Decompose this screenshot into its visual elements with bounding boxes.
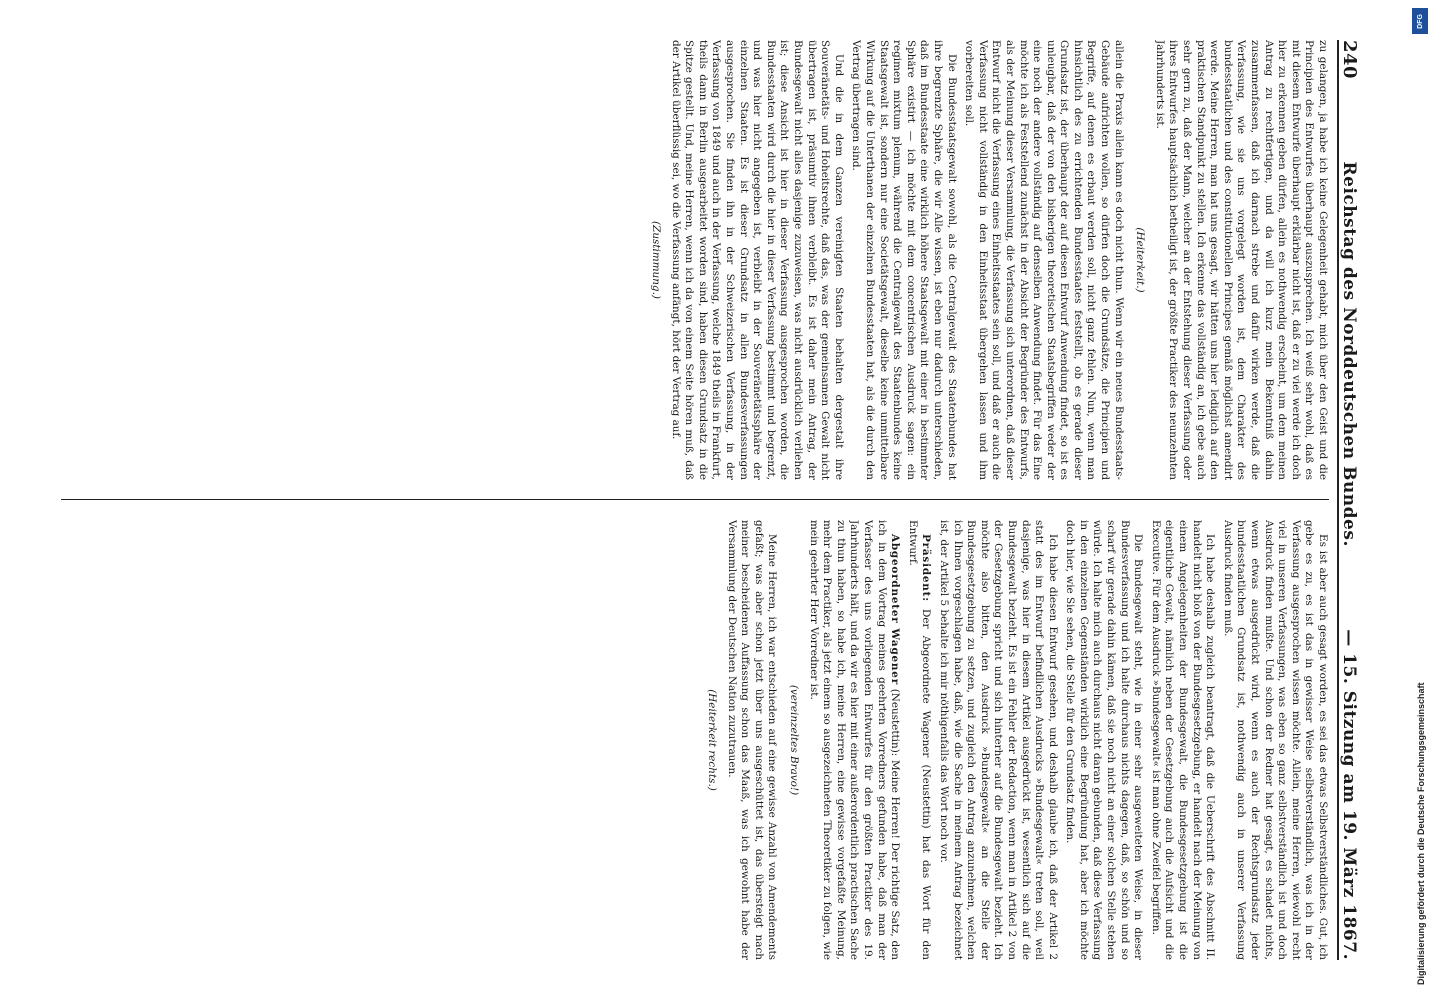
- paragraph: allein die Praxis allein kann es doch nicht thun. Wenn wir ein neues Bundesstaats-Gebäude aufrichten wollen, so dürfen doch die Grundsätze, die Principien und Begriffe, auf denen es erbaut werden soll, nicht ganz fehlen. Nun, wenn man hinsichtlich des zu errichtenden Bundesstaates feststellt, ob es gerade dieser Grundsatz ist, der überhaupt der auf diesen Entwurf Anwendung findet, so ist es unleugbar, daß der von den bisherigen theoretischen Staatsbegriffen weder der eine noch der andere vollständig auf denselben Anwendung findet. Für das Eine möchte ich als Feststellend zunächst in der Absicht der Begründer des Entwurfs, als der Meinung dieser Versammlung, die Verfassung sich unterordnen, daß dieser Entwurf nicht die Verfassung eines Einheitsstaates sein soll, und daß er auch die Verfassung nicht vollständig in den Einheitsstaat übergehen lassen und ihm vorbereiten soll.: [963, 40, 1125, 480]
- digitization-credit: Digitalisierung gefördert durch die Deutsche Forschungsgemeinschaft: [1416, 682, 1426, 985]
- page-number: 240: [1339, 40, 1360, 80]
- paragraph: zu gelangen, ja habe ich keine Gelegenheit gehabt, mich über den Geist und die Principien des Entwurfes überhaupt auszusprechen. Ich weiß sehr wohl, daß es mit diesem Entwurfe überhaupt erklärbar nicht ist, daß er zu viel werde ich doch hier zu erkennen geben dürfen, allein es nothwendig erscheint, um dem meinen Antrag zu rechtfertigen, und da will ich kurz mein Bekenntniß dahin zusammenfassen, daß ich darnach strebe und dafür wirken werde, daß die Verfassung, wie sie uns vorgelegt worden ist, dem Charakter des bundesstaatlichen und des constitutionellen Principes gemäß möglichst amendirt werde. Meine Herren, man hat uns gesagt, wir hätten uns hier lediglich auf den praktischen Standpunkt zu stellen. Ich erkenne das vollständig an, ich gebe auch sehr gern zu, daß der Mann, welcher an der Entstehung dieser Verfassung oder ihres Entwurfes hauptsächlich betheiligt ist, der größte Practiker des neunzehnten Jahrhunderts ist.: [1153, 40, 1329, 480]
- paragraph: Die Bundesgewalt steht, wie in einer sehr ausgeweiteten Weise, in dieser Bundesverfassung und ich halte durchaus nichts dagegen, daß, so schön und so scharf wir gerade dahin kämen, daß sie noch nicht an einer solchen Stelle stehen würde. Ich halte mich auch durchaus nicht daran gebunden, daß diese Verfassung in den einzelnen Gegenständen wirklich eine Begründung hat, aber ich möchte doch hier, wie Sie sehen, die Stelle für den Grundsatz finden.: [1064, 520, 1145, 960]
- stage-direction: (Heiterkeit rechts.): [706, 689, 719, 791]
- paragraph: Die Bundesstaatsgewalt sowohl, als die Centralgewalt des Staatenbundes hat ihre begrenzte Sphäre, die wir Alle wissen, ist eben nur dadurch unterschieden, daß im Bundesstaate eine wirklich höhere Staatsgewalt mit einer in bestimmter Sphäre existirt — ich möchte mit dem concentrischen Ausdruck sagen: ein regimen mixtum plenum, während die Centralgewalt des Staatenbundes keine Staatsgewalt ist, sondern nur eine Societätsgewalt, dieselbe keine unmittelbare Wirkung auf die Unterthanen der einzelnen Bundesstaaten hat, als die durch den Vertrag übertragen sind.: [850, 40, 958, 480]
- right-column: [61, 520, 1329, 960]
- stage-direction: (vereinzeltes Bravo!): [788, 684, 801, 796]
- header-right-title: — 15. Sitzung am 19. März 1867.: [1339, 629, 1359, 960]
- page-header: [1337, 40, 1373, 960]
- paragraph-text: (Neustettin): Meine Herren! Der richtige Satz, den ich in dem Vortrag meines geehrten Vorredners gefunden habe, daß man der Verfasser des uns vorliegenden Entwurfes für den größten Practiker des 19. Jahrhunderts hält, und da wir es hier mit einer außerordentlich practischen Sache zu thun haben, so habe ich, meine Herren, eine gewisse vorgefaßte Meinung, mehr dem Practiker, als jetzt einem so ausgezeichneten Theoretiker zu folgen, wie mein geehrter Herr Vorredner ist.: [807, 520, 902, 960]
- speaker-paragraph: [905, 520, 932, 960]
- paragraph: Und die in dem Ganzen vereinigten Staaten behalten dergestalt ihre Souveränetäts- und Hoheitsrechte, daß das, was der gemeinsamen Gewalt nicht übertragen ist, präsumtiv ihnen verbleibt. Es ist daher mein Antrag, der Bundesgewalt nicht alles dasjenige zuzuweisen, was nicht ausdrücklich verliehen ist; diese Ansicht ist hier in dieser Verfassung ausgesprochen worden, die Bundesstaaten wird durch die hier in dieser Verfassung bestimmt und begrenzt, und was hier nicht angegeben ist, verbleibt in der Souveränetätssphäre der einzelnen Staaten. Es ist dieser Grundsatz in allen Bundesverfassungen ausgesprochen. Sie finden ihn in der Schweizerischen Verfassung, in der Verfassung von 1849 und auch in der Verfassung, welche 1849 theils in Frankfurt, theils dann in Berlin ausgearbeitet worden sind, haben diesen Grundsatz in die Spitze gestellt. Und, meine Herren, wenn ich da von einem Seite hören muß, daß der Artikel überflüssig sei, wo die Verfassung anfängt, hört der Vertrag auf.: [669, 40, 845, 480]
- stage-direction: (Heiterkeit.): [1134, 227, 1147, 293]
- document-page: [41, 20, 1391, 980]
- dfg-logo: DFG: [1412, 8, 1428, 34]
- speaker-label: Präsident:: [920, 534, 933, 602]
- paragraph: Meine Herren, ich war entschieden auf eine gewisse Anzahl von Amendements gefaßt; was aber schon jetzt über uns ausgeschüttet ist, das übersteigt nach meiner bescheidenen Auffassung schon das Maaß, was ich gewohnt habe der Versammlung der Deutschen Nation zuzutrauen.: [725, 520, 779, 960]
- paragraph-text: Der Abgeordnete Wagener (Neustettin) hat das Wort für den Entwurf.: [906, 520, 933, 960]
- paragraph: Ich habe diesen Entwurf gesehen, und deshalb glaube ich, daß der Artikel 2 statt des im Entwurf befindlichen Ausdrucks »Bundesgewalt« treten soll, weil dasjenige, was hier in diesem Artikel ausgedrückt ist, wesentlich sich auf die Bundesgewalt bezieht. Es ist ein Fehler der Redaction, wenn man in Artikel 2 von der Gesetzgebung spricht und sich hinterher auf die Bundesgewalt bezieht. Ich möchte also bitten, den Ausdruck »Bundesgewalt« an die Stelle der Bundesgesetzgebung zu setzen, und zugleich den Antrag anzunehmen, welchen ich Ihnen vorgeschlagen habe, daß, wie die Sache in meinem Antrag bezeichnet ist, der Artikel 5 behalte ich mir nöthigenfalls das Wort noch vor.: [937, 520, 1059, 960]
- header-left-title: Reichstag des Norddeutschen Bundes.: [1339, 161, 1359, 547]
- speaker-paragraph: [806, 520, 901, 960]
- paragraph: Es ist aber auch gesagt worden, es sei das etwas Selbstverständliches. Gut, ich gebe es zu, es ist das in gewisser Weise selbstverständlich, was ich in der Verfassung ausgesprochen wissen möchte. Allein, meine Herren, wiewohl recht viel in unseren Verfassungen, was eben so ganz selbstverständlich ist und doch Ausdruck finden mußte. Und schon der Redner hat gesagt, es schadet nichts, wenn etwas ausgedrückt wird, wenn es auch der Rechtsgrundsatz jeder bundesstaatlichen Grundsatz ist, nothwendig auch in unserer Verfassung Ausdruck finden muß.: [1221, 520, 1329, 960]
- paragraph: Ich habe deshalb zugleich beantragt, daß die Ueberschrift des Abschnitt II. handelt nicht bloß von der Bundesgesetzgebung, er handelt nach der Meinung von einem Angelegenheiten der Bundesgewalt, die Bundesgesetzgebung ist die eigentliche Gewalt, nämlich neben der Gesetzgebung auch die Aufsicht und die Executive. Für dem Ausdruck »Bundesgewalt« ist man ohne Zweifel begriffen.: [1149, 520, 1217, 960]
- left-column: [61, 40, 1329, 480]
- stage-direction: (Zustimmung.): [650, 221, 663, 299]
- speaker-label: Abgeordneter Wagener: [889, 534, 902, 685]
- column-divider: [61, 499, 1329, 500]
